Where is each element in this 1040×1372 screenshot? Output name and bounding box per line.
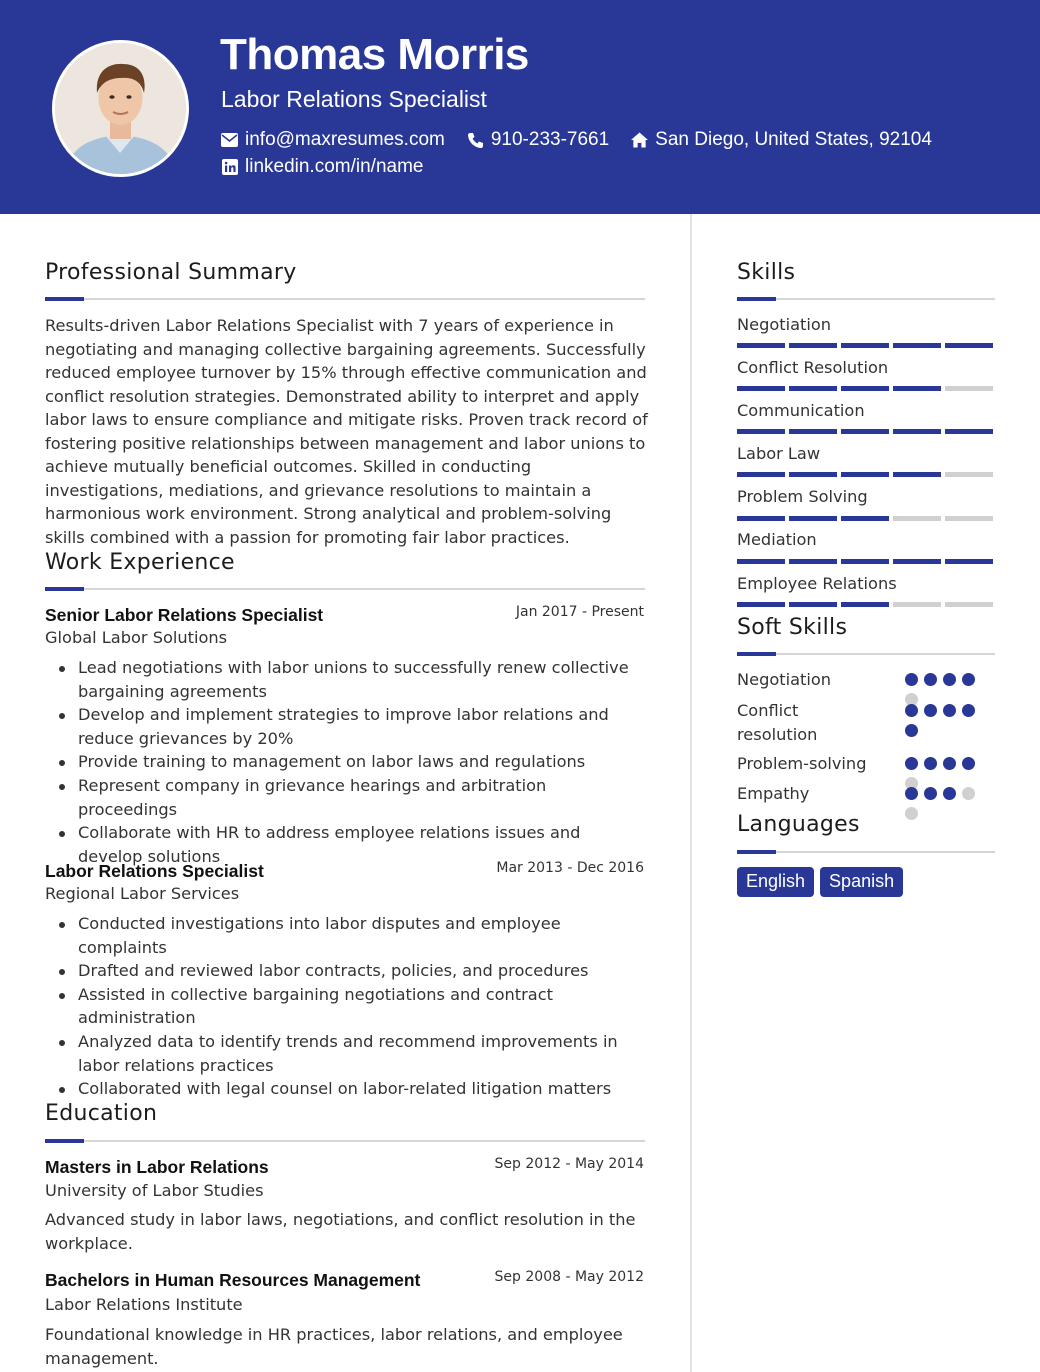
contact-linkedin[interactable] bbox=[221, 156, 423, 178]
contact-phone[interactable] bbox=[467, 129, 609, 151]
soft-skill-rating bbox=[905, 787, 985, 820]
skill-bar-segment bbox=[789, 516, 837, 521]
skill-bar-segment bbox=[737, 343, 785, 348]
skill-bar-segment bbox=[737, 429, 785, 434]
soft-skill-rating bbox=[905, 757, 985, 790]
list-item: Collaborated with legal counsel on labor-related litigation matters bbox=[45, 1077, 625, 1101]
list-item: Collaborate with HR to address employee relations issues and develop solutions bbox=[45, 821, 649, 868]
languages-accent bbox=[737, 850, 776, 854]
summary-heading: Professional Summary bbox=[45, 260, 297, 285]
skill-bar-segment bbox=[893, 472, 941, 477]
rating-dot bbox=[905, 724, 918, 737]
language-list bbox=[737, 867, 903, 897]
job-title: Labor Relations Specialist bbox=[45, 861, 264, 881]
candidate-name: Thomas Morris bbox=[220, 30, 529, 79]
skill-bar-segment bbox=[789, 559, 837, 564]
rating-dot bbox=[943, 704, 956, 717]
skill-name: Communication bbox=[737, 401, 865, 420]
candidate-title: Labor Relations Specialist bbox=[221, 86, 487, 112]
school-name: University of Labor Studies bbox=[45, 1181, 264, 1200]
rating-dot bbox=[943, 757, 956, 770]
summary-rule bbox=[45, 298, 645, 300]
contact-row-2 bbox=[221, 156, 423, 178]
soft-skill-rating bbox=[905, 704, 985, 737]
rating-dot bbox=[943, 673, 956, 686]
degree-dates: Sep 2008 - May 2012 bbox=[494, 1269, 644, 1285]
skill-name: Mediation bbox=[737, 530, 817, 549]
skill-bar bbox=[737, 602, 993, 607]
contact-location bbox=[631, 129, 932, 151]
school-name: Labor Relations Institute bbox=[45, 1295, 243, 1314]
job-org: Regional Labor Services bbox=[45, 884, 240, 903]
job-org: Global Labor Solutions bbox=[45, 628, 228, 647]
list-item: Analyzed data to identify trends and recommend improvements in labor relations practices bbox=[45, 1030, 625, 1077]
linkedin-icon bbox=[221, 159, 238, 176]
rating-dot bbox=[924, 787, 937, 800]
soft-skill-name: Empathy bbox=[737, 784, 810, 803]
rating-dot bbox=[905, 757, 918, 770]
skill-bar-segment bbox=[945, 602, 993, 607]
list-item: Assisted in collective bargaining negotiations and contract administration bbox=[45, 983, 625, 1030]
skill-bar-segment bbox=[841, 429, 889, 434]
home-icon bbox=[631, 132, 648, 149]
languages-heading: Languages bbox=[737, 812, 860, 837]
degree-description: Foundational knowledge in HR practices, labor relations, and employee management. bbox=[45, 1325, 623, 1368]
skill-bar-segment bbox=[789, 602, 837, 607]
skill-bar-segment bbox=[737, 386, 785, 391]
rating-dot bbox=[905, 807, 918, 820]
rating-dot bbox=[962, 673, 975, 686]
education-rule bbox=[45, 1140, 645, 1142]
envelope-icon bbox=[221, 132, 238, 149]
skill-bar-segment bbox=[737, 559, 785, 564]
soft-skills-heading: Soft Skills bbox=[737, 615, 848, 640]
list-item: Provide training to management on labor laws and regulations bbox=[45, 750, 649, 774]
list-item: Represent company in grievance hearings and arbitration proceedings bbox=[45, 774, 649, 821]
rating-dot bbox=[962, 757, 975, 770]
profile-photo bbox=[55, 43, 186, 174]
job-dates: Jan 2017 - Present bbox=[515, 604, 644, 620]
soft-skill-name: Negotiation bbox=[737, 670, 832, 689]
skill-bar-segment bbox=[893, 516, 941, 521]
phone-text: 910-233-7661 bbox=[490, 129, 610, 150]
skill-bar bbox=[737, 429, 993, 434]
skill-bar-segment bbox=[893, 602, 941, 607]
summary-accent bbox=[45, 297, 84, 301]
skill-bar-segment bbox=[789, 386, 837, 391]
rating-dot bbox=[943, 787, 956, 800]
skill-bar bbox=[737, 472, 993, 477]
degree-description: Advanced study in labor laws, negotiations, and conflict resolution in the workplace. bbox=[45, 1210, 636, 1253]
skill-bar-segment bbox=[945, 472, 993, 477]
soft-skill-name: Problem-solving bbox=[737, 754, 867, 773]
skill-bar bbox=[737, 386, 993, 391]
linkedin-text: linkedin.com/in/name bbox=[245, 156, 424, 177]
education-heading: Education bbox=[45, 1101, 158, 1126]
skill-bar-segment bbox=[945, 516, 993, 521]
skill-bar-segment bbox=[841, 343, 889, 348]
skill-bar-segment bbox=[789, 429, 837, 434]
degree-title: Bachelors in Human Resources Management bbox=[45, 1270, 421, 1290]
rating-dot bbox=[962, 787, 975, 800]
job-title: Senior Labor Relations Specialist bbox=[45, 605, 324, 625]
skill-bar-segment bbox=[841, 516, 889, 521]
skill-bar-segment bbox=[945, 343, 993, 348]
rating-dot bbox=[962, 704, 975, 717]
soft-skill-rating bbox=[905, 673, 985, 706]
list-item: Develop and implement strategies to improve labor relations and reduce grievances by 20% bbox=[45, 703, 649, 750]
rating-dot bbox=[924, 757, 937, 770]
header bbox=[0, 0, 1040, 214]
skill-bar-segment bbox=[737, 472, 785, 477]
experience-accent bbox=[45, 587, 84, 591]
job-dates: Mar 2013 - Dec 2016 bbox=[496, 860, 644, 876]
skill-bar bbox=[737, 516, 993, 521]
skill-bar-segment bbox=[737, 602, 785, 607]
rating-dot bbox=[905, 704, 918, 717]
skill-bar-segment bbox=[841, 386, 889, 391]
rating-dot bbox=[905, 787, 918, 800]
skill-name: Employee Relations bbox=[737, 574, 897, 593]
degree-title: Masters in Labor Relations bbox=[45, 1157, 269, 1177]
column-divider bbox=[690, 214, 692, 1372]
language-badge: Spanish bbox=[820, 867, 903, 897]
phone-icon bbox=[467, 132, 484, 149]
degree-dates: Sep 2012 - May 2014 bbox=[494, 1156, 644, 1172]
skills-heading: Skills bbox=[737, 260, 796, 285]
avatar bbox=[52, 40, 189, 177]
rating-dot bbox=[905, 673, 918, 686]
location-text: San Diego, United States, 92104 bbox=[655, 129, 932, 150]
skill-bar-segment bbox=[893, 559, 941, 564]
skill-bar-segment bbox=[945, 559, 993, 564]
skill-bar bbox=[737, 559, 993, 564]
skill-name: Conflict Resolution bbox=[737, 358, 889, 377]
experience-heading: Work Experience bbox=[45, 550, 235, 575]
rating-dot bbox=[924, 704, 937, 717]
skill-bar-segment bbox=[945, 429, 993, 434]
language-badge: English bbox=[737, 867, 814, 897]
skills-accent bbox=[737, 297, 776, 301]
email-text: info@maxresumes.com bbox=[245, 129, 445, 150]
education-accent bbox=[45, 1139, 84, 1143]
skill-bar-segment bbox=[789, 472, 837, 477]
skill-bar-segment bbox=[789, 343, 837, 348]
experience-rule bbox=[45, 588, 645, 590]
job-bullets bbox=[45, 656, 649, 868]
summary-text: Results-driven Labor Relations Specialist with 7 years of experience in negotiating and managing collective bargaining agreements. Successfully reduced employee turnover by 15% through effective communication and conflict resolution strategies. Demonstrated ability to interpret and apply labor laws to ensure compliance and mitigate risks. Proven track record of fostering positive relationships between management and labor unions to achieve mutually beneficial outcomes. Skilled in conducting investigations, mediations, and grievance resolutions to maintain a harmonious work environment. Strong analytical and problem-solving skills combined with a passion for promoting fair labor practices. bbox=[45, 316, 648, 547]
skill-bar-segment bbox=[737, 516, 785, 521]
skill-bar-segment bbox=[841, 472, 889, 477]
skill-bar-segment bbox=[945, 386, 993, 391]
skill-name: Labor Law bbox=[737, 444, 821, 463]
skill-name: Problem Solving bbox=[737, 487, 868, 506]
soft-skill-name: Conflict resolution bbox=[737, 701, 818, 744]
skill-bar-segment bbox=[893, 343, 941, 348]
soft-skills-accent bbox=[737, 652, 776, 656]
contact-row bbox=[221, 129, 932, 151]
contact-email[interactable] bbox=[221, 129, 445, 151]
rating-dot bbox=[924, 673, 937, 686]
job-bullets bbox=[45, 912, 625, 1101]
skill-bar-segment bbox=[841, 559, 889, 564]
list-item: Lead negotiations with labor unions to successfully renew collective bargaining agreements bbox=[45, 656, 649, 703]
list-item: Drafted and reviewed labor contracts, policies, and procedures bbox=[45, 959, 625, 983]
skill-bar-segment bbox=[893, 429, 941, 434]
skill-name: Negotiation bbox=[737, 315, 832, 334]
skill-bar-segment bbox=[841, 602, 889, 607]
skill-bar bbox=[737, 343, 993, 348]
list-item: Conducted investigations into labor disputes and employee complaints bbox=[45, 912, 625, 959]
skill-bar-segment bbox=[893, 386, 941, 391]
